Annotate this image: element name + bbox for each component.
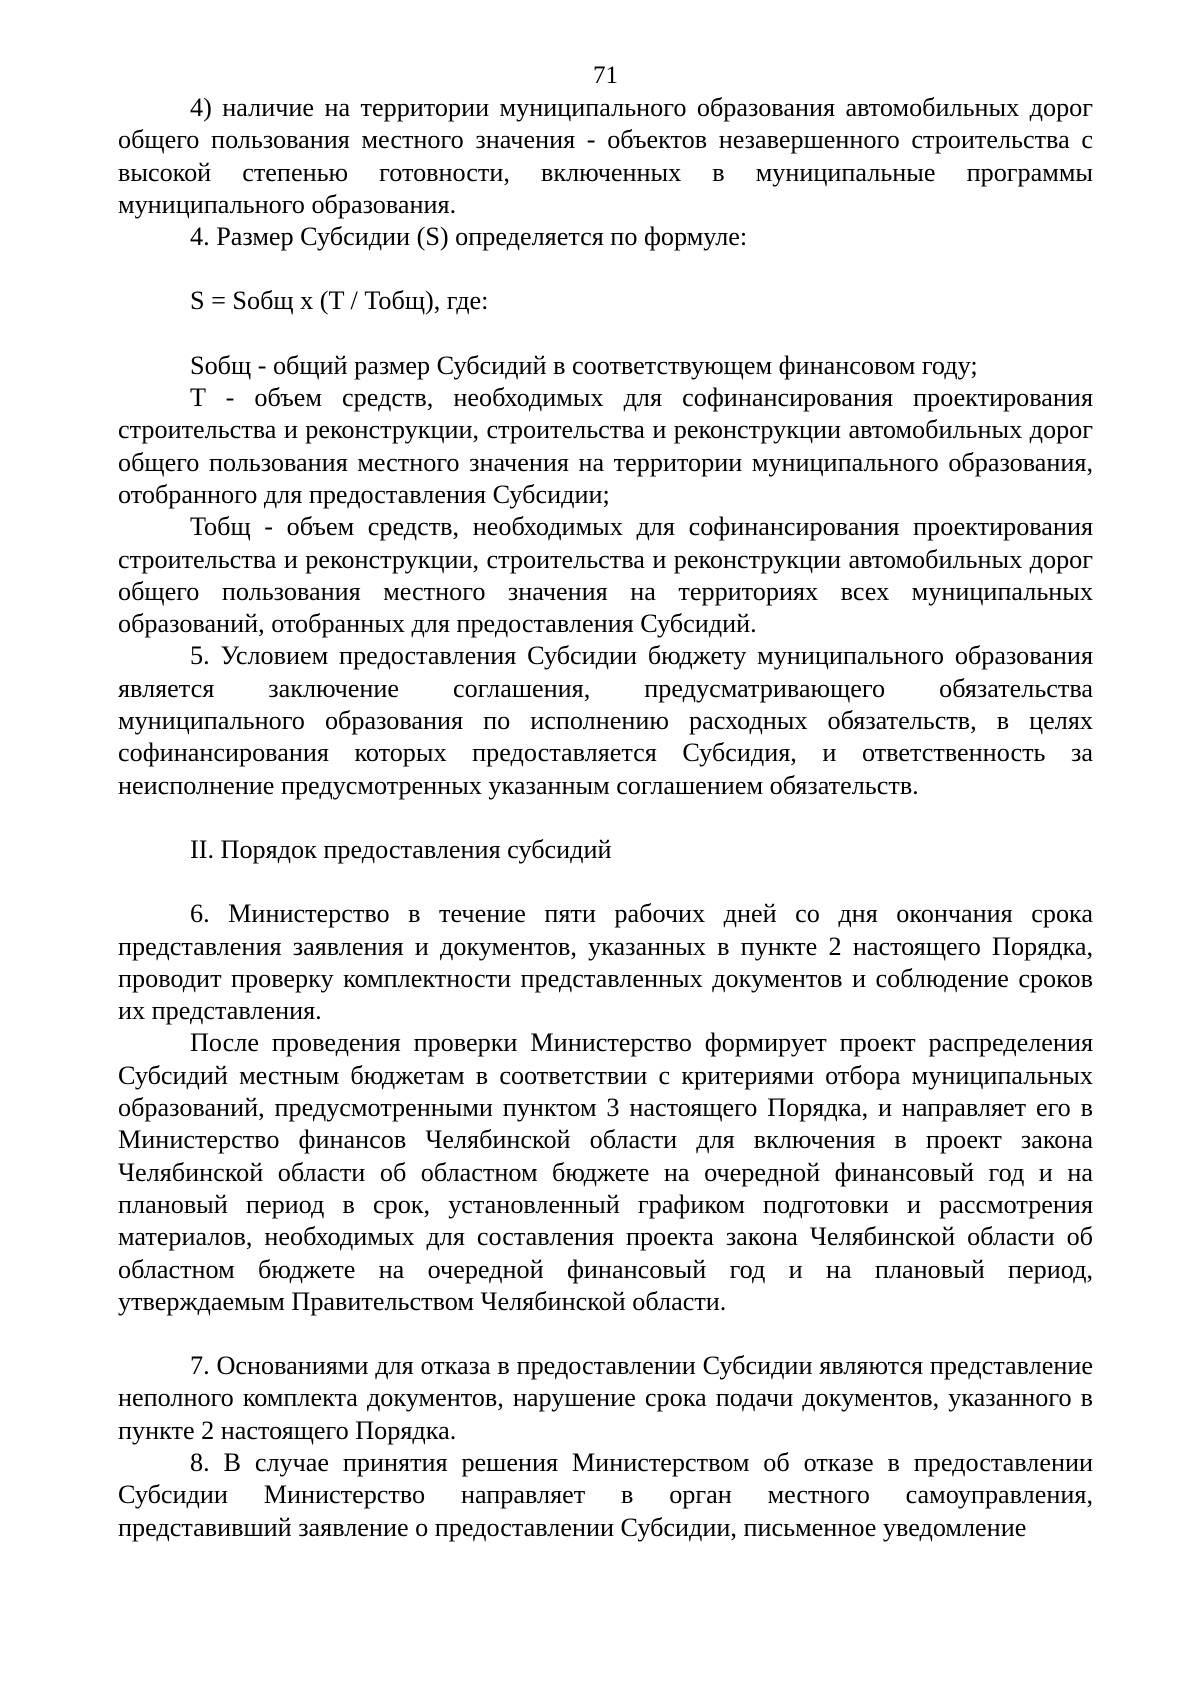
page-number: 71 (593, 62, 618, 89)
paragraph-item-7: 7. Основаниями для отказа в предоставлении Субсидии являются представление неполного комплекта документов, нарушение срока подачи документов, указанного в пункте 2 настоящего Порядка. (118, 1351, 1093, 1445)
paragraph-tobsh-definition: Тобщ - объем средств, необходимых для софинансирования проектирования строительства и реконструкции, строительства и реконструкции автомобильных дорог общего пользования местного значения на территориях всех муниципальных образований, отобранных для предоставления Субсидий. (118, 512, 1093, 639)
paragraph-subsidy-size: 4. Размер Субсидии (S) определяется по формуле: (190, 222, 748, 252)
paragraph-item-6: 6. Министерство в течение пяти рабочих дней со дня окончания срока представления заявления и документов, указанных в пункте 2 настоящего Порядка, проводит проверку комплектности представленных документов и соблюдение сроков их представления. (118, 899, 1093, 1026)
document-page (118, 62, 1093, 1544)
paragraph-sobsh-definition: Sобщ - общий размер Субсидий в соответствующем финансовом году; (190, 350, 978, 380)
spacer (118, 802, 1093, 834)
paragraph-distribution: После проведения проверки Министерство формирует проект распределения Субсидий местным бюджетам в соответствии с критериями отбора муниципальных образований, предусмотренными пунктом 3 настоящего Порядка, и направляет его в Министерство финансов Челябинской области для включения в проект закона Челябинской области об областном бюджете на очередной финансовый год и на плановый период в срок, установленный графиком подготовки и рассмотрения материалов, необходимых для составления проекта закона Челябинской области об областном бюджете на очередной финансовый год и на плановый период, утверждаемым Правительством Челябинской области. (118, 1028, 1093, 1316)
section-heading: II. Порядок предоставления субсидий (190, 834, 612, 864)
spacer (118, 866, 1093, 898)
paragraph-item-8: 8. В случае принятия решения Министерством об отказе в предоставлении Субсидии Министерство направляет в орган местного самоуправления, представивший заявление о предоставлении Субсидии, письменное уведомление (118, 1447, 1093, 1542)
paragraph-t-definition: T - объем средств, необходимых для софинансирования проектирования строительства и реконструкции, строительства и реконструкции автомобильных дорог общего пользования местного значения на территории муниципального образования, отобранного для предоставления Субсидии; (118, 383, 1093, 509)
spacer (118, 318, 1093, 350)
formula: S = Sобщ x (T / Тобщ), где: (190, 286, 489, 316)
spacer (118, 253, 1093, 285)
spacer (118, 1318, 1093, 1350)
paragraph-criterion-4: 4) наличие на территории муниципального образования автомобильных дорог общего пользования местного значения - объектов незавершенного строительства с высокой степенью готовности, включенных в муниципальные программы муниципального образования. (118, 93, 1093, 219)
paragraph-condition-5: 5. Условием предоставления Субсидии бюджету муниципального образования является заключение соглашения, предусматривающего обязательства муниципального образования по исполнению расходных обязательств, в целях софинансирования которых предоставляется Субсидия, и ответственность за неисполнение предусмотренных указанным соглашением обязательств. (118, 641, 1093, 800)
